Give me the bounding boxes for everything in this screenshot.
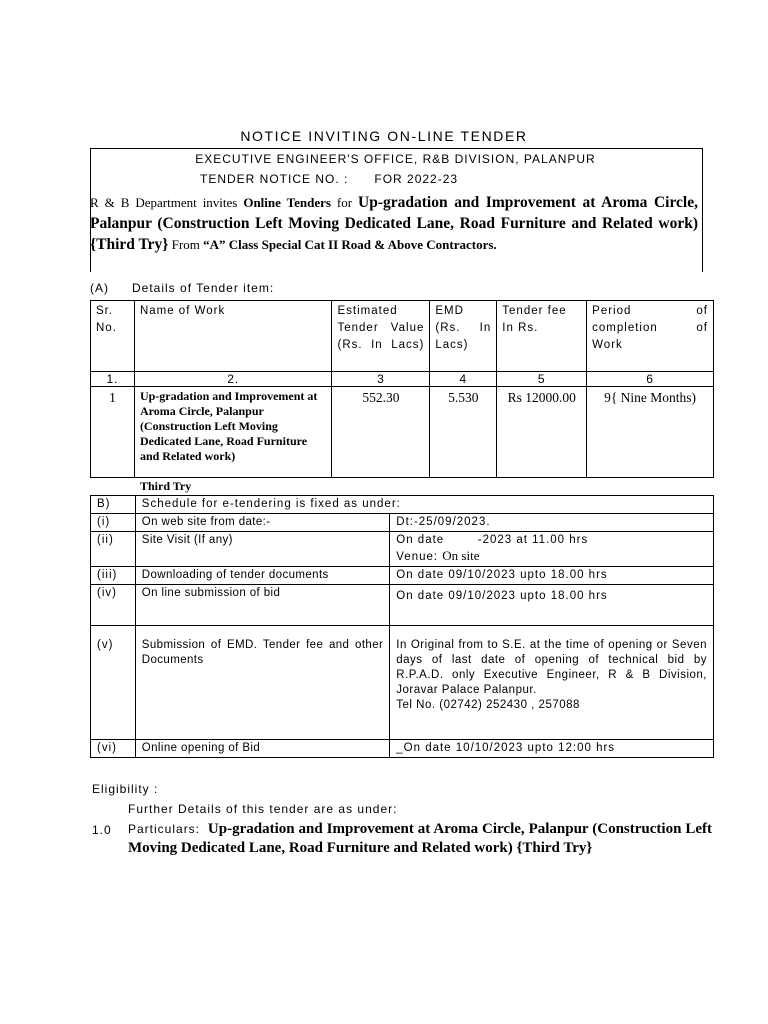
schedule-row-item: Online opening of Bid [135, 740, 389, 758]
intro-online-tenders: Online Tenders [243, 195, 331, 210]
row-sr-no: 1 [91, 387, 135, 478]
column-number: 6 [587, 372, 714, 387]
schedule-row-value: On date 09/10/2023 upto 18.00 hrs [390, 567, 714, 585]
header-period: Period of completion of Work [587, 301, 714, 372]
notice-label: TENDER NOTICE NO. : [200, 172, 349, 186]
schedule-row-number: (i) [91, 514, 136, 532]
header-name-of-work: Name of Work [134, 301, 332, 372]
further-details-text: Further Details of this tender are as under: [128, 802, 398, 816]
row-tender-fee: Rs 12000.00 [497, 387, 587, 478]
intro-work-name: Up-gradation and Improvement at Aroma Circle, Palanpur (Construction Left Moving Dedicated Lane, Road Furniture and Related work) {Third Try} [90, 194, 698, 253]
schedule-row-number: (vi) [91, 740, 136, 758]
table-row [91, 387, 714, 478]
venue-value: On site [442, 548, 480, 563]
column-number: 1. [91, 372, 135, 387]
schedule-header-row [91, 496, 714, 514]
intro-text-1: R & B Department invites [90, 195, 244, 210]
document-title: NOTICE INVITING ON-LINE TENDER [240, 128, 528, 144]
column-number: 5 [497, 372, 587, 387]
column-number: 2. [134, 372, 332, 387]
third-try-note: Third Try [140, 479, 192, 493]
schedule-row-value: On date -2023 at 11.00 hrs [396, 534, 589, 546]
header-sr-no: Sr. No. [91, 301, 135, 372]
notice-year: FOR 2022-23 [374, 172, 459, 186]
table-row [91, 567, 714, 585]
schedule-title: Schedule for e-tendering is fixed as under: [135, 496, 713, 514]
schedule-row-item: On web site from date:- [135, 514, 389, 532]
schedule-row-value-cell [390, 532, 714, 567]
venue-label: Venue: [396, 551, 443, 563]
schedule-row-value: On date 09/10/2023 upto 18.00 hrs [390, 585, 714, 626]
intro-paragraph [90, 192, 698, 255]
schedule-row-number: (v) [91, 626, 136, 740]
schedule-table [90, 495, 714, 758]
schedule-row-item: On line submission of bid [135, 585, 389, 626]
office-name: EXECUTIVE ENGINEER'S OFFICE, R&B DIVISION, PALANPUR [195, 152, 596, 166]
schedule-row-number: (iii) [91, 567, 136, 585]
table-row [91, 740, 714, 758]
schedule-row-item: Submission of EMD. Tender fee and other Documents [135, 626, 389, 740]
section-a-text: Details of Tender item: [132, 281, 275, 295]
schedule-label: B) [91, 496, 136, 514]
particulars-text: Up-gradation and Improvement at Aroma Circle, Palanpur (Construction Left Moving Dedicated Lane, Road Furniture and Related work) {Third Try} [128, 821, 713, 856]
column-number: 4 [430, 372, 497, 387]
table-header-row [91, 301, 714, 372]
column-number: 3 [332, 372, 430, 387]
venue-line [396, 548, 707, 565]
schedule-row-item: Site Visit (If any) [135, 532, 389, 567]
intro-text-2: for [330, 195, 359, 210]
particulars-paragraph [128, 820, 712, 858]
row-work-name: Up-gradation and Improvement at Aroma Circle, Palanpur (Construction Left Moving Dedicated Lane, Road Furniture and Related work) [134, 387, 332, 478]
schedule-row-value-cell [390, 626, 714, 740]
row-emd: 5.530 [430, 387, 497, 478]
schedule-row-item: Downloading of tender documents [135, 567, 389, 585]
schedule-row-number: (ii) [91, 532, 136, 567]
column-number-row [91, 372, 714, 387]
section-a-label: (A) [90, 281, 109, 295]
intro-text-3: From [168, 237, 204, 252]
intro-contractor-class: “A” Class Special Cat II Road & Above Contractors. [203, 237, 497, 252]
schedule-row-value: In Original from to S.E. at the time of opening or Seven days of last date of opening of technical bid by R.P.A.D. only Executive Engineer, R & B Division, Joravar Palace Palanpur. [396, 639, 707, 696]
header-estimated-value: Estimated Tender Value (Rs. In Lacs) [332, 301, 430, 372]
header-emd: EMD (Rs. In Lacs) [430, 301, 497, 372]
header-tender-fee: Tender fee In Rs. [497, 301, 587, 372]
particulars-label: Particulars: [128, 822, 201, 836]
table-row [91, 585, 714, 626]
particulars-number: 1.0 [92, 823, 112, 837]
row-estimated-value: 552.30 [332, 387, 430, 478]
table-row [91, 626, 714, 740]
schedule-row-value: _On date 10/10/2023 upto 12:00 hrs [390, 740, 714, 758]
section-a-heading [90, 281, 274, 295]
schedule-row-value: Dt:-25/09/2023. [390, 514, 714, 532]
row-period: 9{ Nine Months) [587, 387, 714, 478]
eligibility-label: Eligibility : [92, 782, 159, 796]
table-row [91, 514, 714, 532]
tender-items-table [90, 300, 714, 478]
table-row [91, 532, 714, 567]
telephone-line: Tel No. (02742) 252430 , 257088 [396, 699, 580, 711]
tender-notice-number [200, 172, 458, 186]
schedule-row-number: (iv) [91, 585, 136, 626]
